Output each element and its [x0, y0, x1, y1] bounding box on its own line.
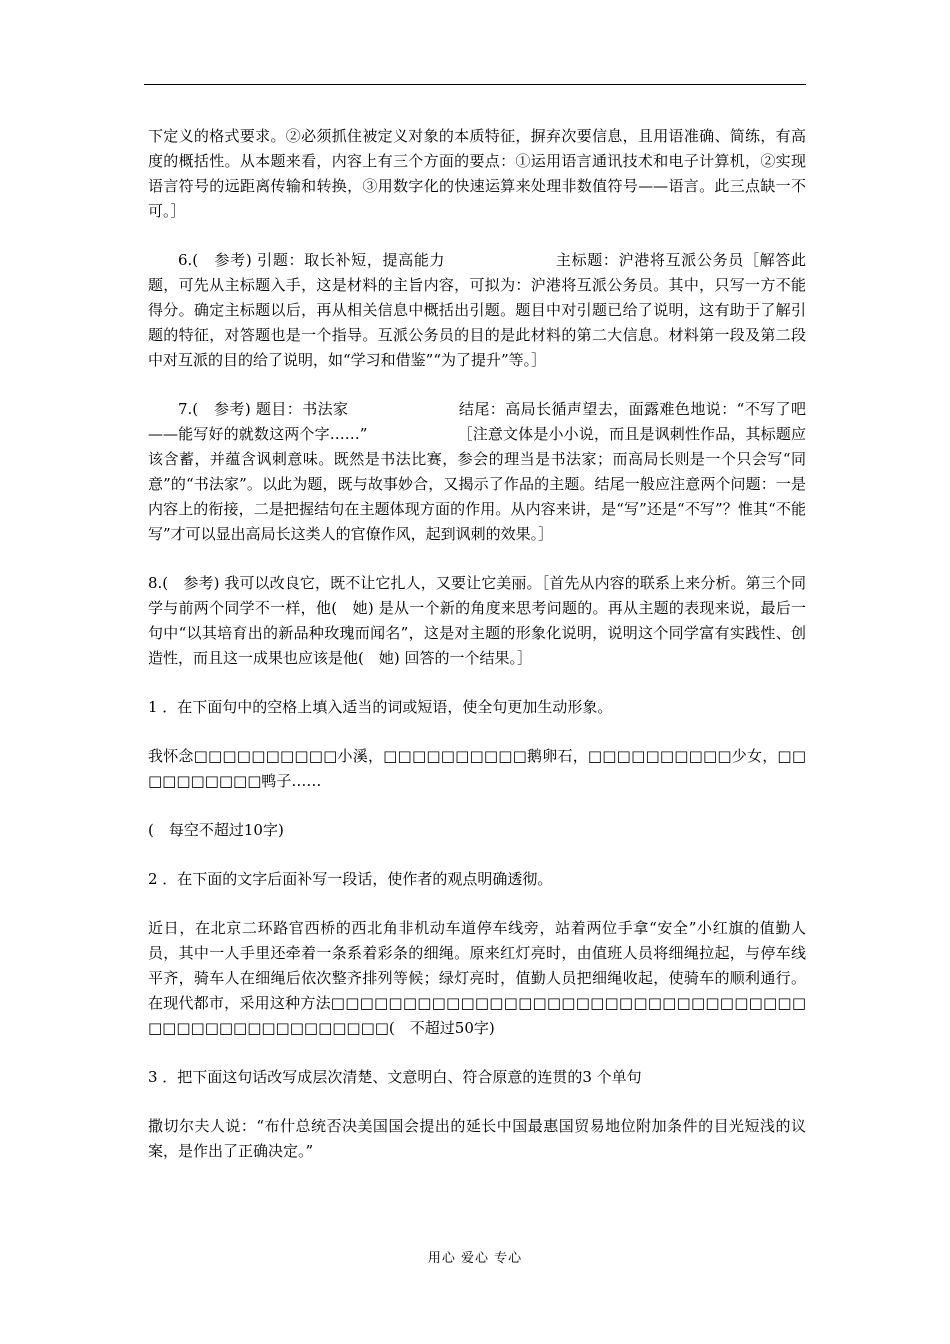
- page-footer: 用心 爱心 专心: [427, 1251, 523, 1266]
- question-2-body: 近日，在北京二环路官西桥的西北角非机动车道停车线旁，站着两位手拿“安全”小红旗的值勤人员，其中一人手里还牵着一条系着彩条的细绳。原来红灯亮时，由值班人员将细绳拉起，与停车线平齐，骑车人在细绳后依次整齐排列等候；绿灯亮时，值勤人员把细绳收起，使骑车的顺利通行。在现代都市，采用这种方法□□□□□□□□□□□□□□□□□□□□□□□□□□□□□□□□□□□□□□□□□□□□□□□□□□( 不超过50字): [148, 919, 806, 1037]
- question-3-body: 撒切尔夫人说：“布什总统否决美国国会提出的延长中国最惠国贸易地位附加条件的目光短浅的议案，是作出了正确决定。”: [148, 1117, 806, 1160]
- answer-6-lead: 6.( 参考) 引题：取长补短，提高能力: [178, 251, 446, 269]
- answer-7-lead: 7.( 参考) 题目：书法家: [178, 400, 349, 418]
- question-1-note: ( 每空不超过10字): [148, 821, 284, 839]
- document-body: [148, 124, 806, 1188]
- question-2-prompt: 2 ．在下面的文字后面补写一段话，使作者的观点明确透彻。: [148, 870, 553, 888]
- answer-paragraph-5-continued: 下定义的格式要求。②必须抓住被定义对象的本质特征，摒弃次要信息，且用语准确、简练，有高度的概括性。从本题来看，内容上有三个方面的要点：①运用语言通讯技术和电子计算机，②实现语言符号的远距离传输和转换，③用数字化的快速运算来处理非数值符号——语言。此三点缺一不可。］: [148, 127, 806, 220]
- answer-paragraph-6: [148, 248, 806, 373]
- header-rule: [144, 84, 806, 85]
- answer-7-explanation: ［注意文体是小小说，而且是讽刺性作品，其标题应该含蓄，并蕴含讽刺意味。既然是书法比赛，参会的理当是书法家；而高局长则是一个只会写“同意”的“书法家”。以此为题，既与故事妙合，又揭示了作品的主题。结尾一般应注意两个问题：一是内容上的衔接，二是把握结句在主题体现方面的作用。从内容来讲，是“写”还是“不写”？惟其“不能写”才可以显出高局长这类人的官僚作风，起到讽刺的效果。］: [148, 425, 806, 543]
- question-3-prompt: 3 ．把下面这句话改写成层次清楚、文意明白、符合原意的连贯的3 个单句: [148, 1068, 642, 1086]
- answer-paragraph-8: 8.( 参考) 我可以改良它，既不让它扎人，又要让它美丽。［首先从内容的联系上来分析。第三个同学与前两个同学不一样，他( 她) 是从一个新的角度来思考问题的。再从主题的表现来说，最后一句中“以其培育出的新品种玫瑰而闻名”，这是对主题的形象化说明，说明这个同学富有实践性、创造性，而且这一成果也应该是他( 她) 回答的一个结果。］: [148, 574, 806, 667]
- answer-7-ending: 结尾：高局长循声望去，面露难色地说：“不写了吧——能写好的就数这两个字……”: [148, 400, 807, 443]
- answer-6-body: 主标题：沪港将互派公务员［解答此题，可先从主标题入手，这是材料的主旨内容，可拟为：沪港将互派公务员。其中，只写一方不能得分。确定主标题以后，再从相关信息中概括出引题。题目中对引题已给了说明，这有助于了解引题的特征，对答题也是一个指导。互派公务员的目的是此材料的第二大信息。材料第一段及第二段中对互派的目的给了说明，如“学习和借鉴”“为了提升”等。］: [148, 251, 806, 369]
- answer-paragraph-7: [148, 397, 806, 547]
- question-1-prompt: 1 ．在下面句中的空格上填入适当的词或短语，使全句更加生动形象。: [148, 698, 613, 716]
- question-1-body: 我怀念□□□□□□□□□□小溪，□□□□□□□□□□鹅卵石，□□□□□□□□□□少女，□□□□□□□□□□鸭子……: [148, 747, 806, 790]
